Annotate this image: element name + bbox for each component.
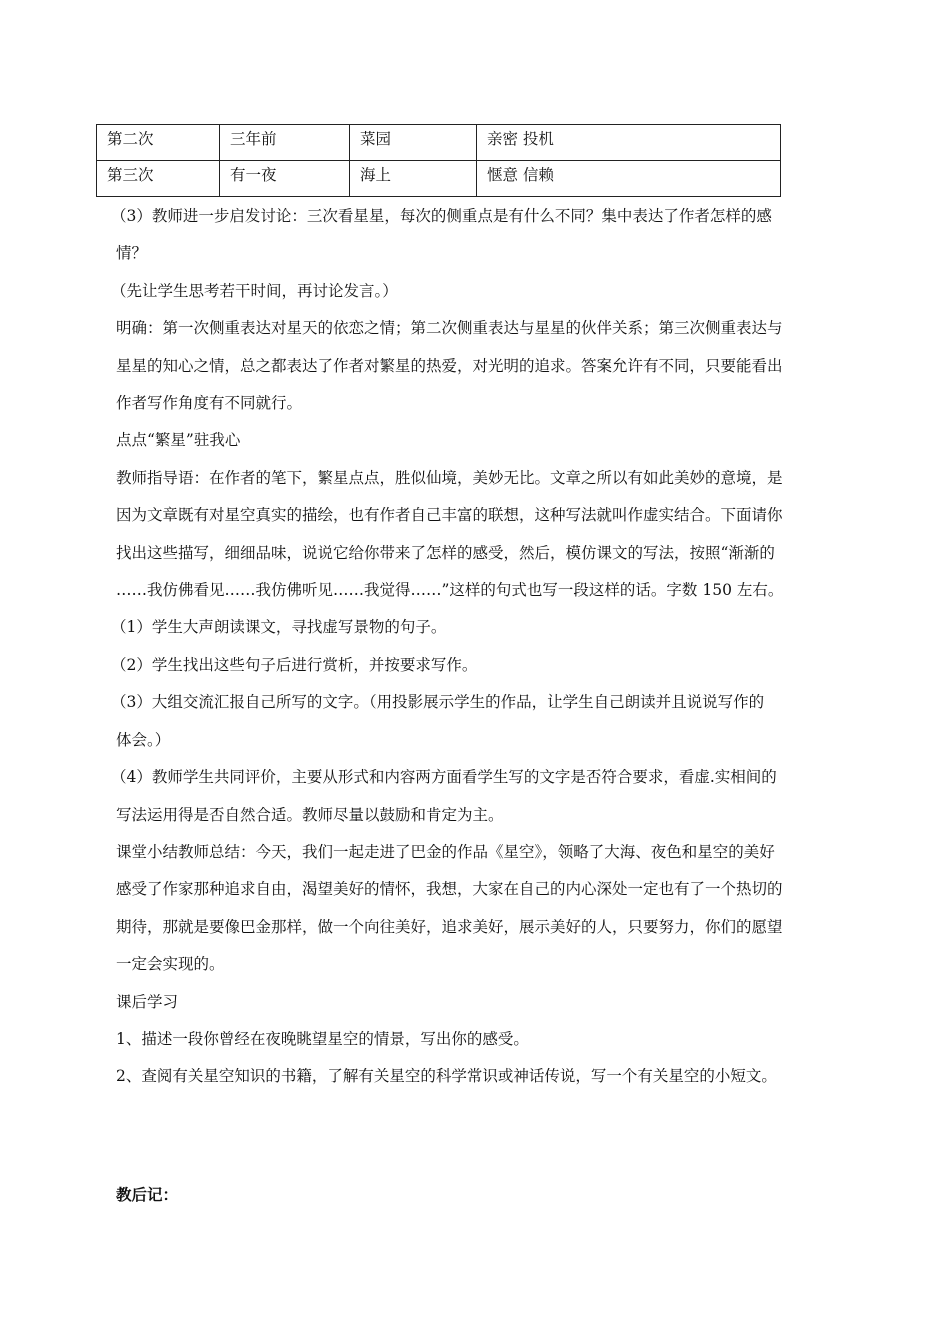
list-item: 1、描述一段你曾经在夜晚眺望星空的情景，写出你的感受。 [116, 1029, 529, 1048]
paragraph-line: 体会。） [116, 730, 171, 749]
paragraph-line: 明确：第一次侧重表达对星天的依恋之情；第二次侧重表达与星星的伙伴关系；第三次侧重表达与 [116, 319, 783, 338]
table-cell: 第二次 [97, 125, 220, 161]
paragraph-line: 作者写作角度有不同就行。 [116, 394, 303, 413]
footer-heading: 教后记： [116, 1184, 179, 1204]
table-row [97, 125, 781, 161]
summary-table [96, 124, 781, 197]
paragraph-line: （先让学生思考若干时间，再讨论发言。） [111, 281, 398, 300]
document-body [111, 198, 840, 1213]
table-cell: 第三次 [97, 161, 220, 197]
paragraph-line: 期待，那就是要像巴金那样，做一个向往美好，追求美好，展示美好的人，只要努力，你们的愿望 [116, 917, 783, 936]
paragraph-line: 找出这些描写，细细品味，说说它给你带来了怎样的感受，然后，模仿课文的写法，按照“渐渐的 [116, 543, 775, 562]
table-cell: 菜园 [350, 125, 477, 161]
paragraph-line: 一定会实现的。 [116, 955, 225, 974]
paragraph-line: 写法运用得是否自然合适。教师尽量以鼓励和肯定为主。 [116, 805, 504, 824]
table-cell: 惬意 信赖 [477, 161, 781, 197]
paragraph-line: 感受了作家那种追求自由，渴望美好的情怀，我想，大家在自己的内心深处一定也有了一个热切的 [116, 880, 783, 899]
section-heading: 课后学习 [116, 992, 179, 1011]
paragraph-line: ……我仿佛看见……我仿佛听见……我觉得……”这样的句式也写一段这样的话。字数 150 左右。 [116, 581, 784, 600]
table-cell: 三年前 [220, 125, 350, 161]
paragraph-line: 因为文章既有对星空真实的描绘，也有作者自己丰富的联想，这种写法就叫作虚实结合。下面请你 [116, 506, 783, 525]
section-heading: 点点“繁星”驻我心 [116, 431, 241, 450]
spacer [116, 1096, 840, 1176]
paragraph-line: （1）学生大声朗读课文，寻找虚写景物的句子。 [111, 618, 447, 637]
list-item: 2、查阅有关星空知识的书籍，了解有关星空的科学常识或神话传说，写一个有关星空的小短文。 [116, 1067, 777, 1086]
paragraph-line: 星星的知心之情，总之都表达了作者对繁星的热爱，对光明的追求。答案允许有不同，只要能看出 [116, 356, 783, 375]
paragraph-line: （3）大组交流汇报自己所写的文字。（用投影展示学生的作品，让学生自己朗读并且说说写作的 [111, 693, 765, 712]
paragraph-line: 课堂小结教师总结：今天，我们一起走进了巴金的作品《星空》，领略了大海、夜色和星空的美好 [116, 842, 775, 861]
paragraph-line: （3）教师进一步启发讨论：三次看星星，每次的侧重点是有什么不同？集中表达了作者怎样的感 [111, 207, 772, 225]
paragraph-line: 教师指导语：在作者的笔下，繁星点点，胜似仙境，美妙无比。文章之所以有如此美妙的意境，是 [116, 468, 783, 487]
paragraph-line: （2）学生找出这些句子后进行赏析，并按要求写作。 [111, 655, 478, 674]
table-row [97, 161, 781, 197]
table-cell: 亲密 投机 [477, 125, 781, 161]
paragraph-line: （4）教师学生共同评价，主要从形式和内容两方面看学生写的文字是否符合要求，看虚.实相间的 [111, 768, 777, 787]
table-cell: 海上 [350, 161, 477, 197]
paragraph-line: 情？ [116, 244, 148, 263]
table-cell: 有一夜 [220, 161, 350, 197]
